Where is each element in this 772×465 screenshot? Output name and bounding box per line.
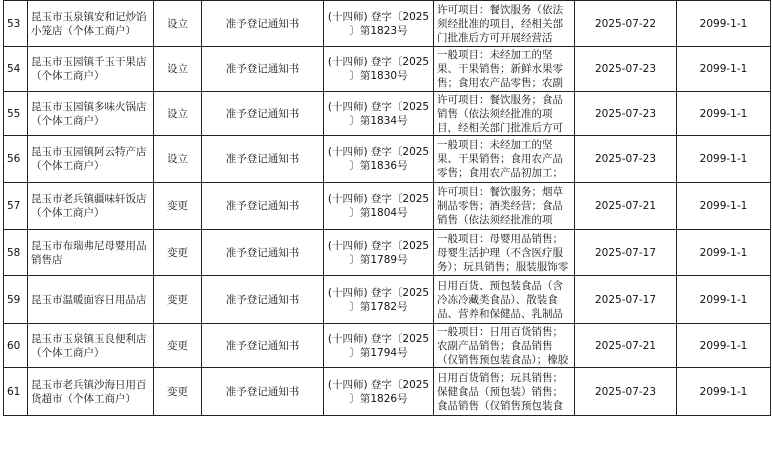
table-row [4,276,771,324]
registration-type: 设立 [154,136,202,183]
row-number: 55 [4,92,28,136]
registration-type: 变更 [154,368,202,416]
registration-type: 变更 [154,183,202,230]
business-scope: 许可项目：餐饮服务（依法须经批准的项目，经相关部门批准后方可开展经营活 [434,1,575,47]
decision-result: 准予登记通知书 [202,230,324,276]
table-row [4,136,771,183]
row-number: 60 [4,324,28,368]
business-name: 昆玉市老兵镇疆味轩饭店（个体工商户） [28,183,154,230]
registration-type: 变更 [154,324,202,368]
registration-type: 设立 [154,92,202,136]
table-row [4,47,771,92]
registration-table [3,0,771,416]
validity-date: 2099-1-1 [677,136,771,183]
validity-date: 2099-1-1 [677,183,771,230]
document-number: (十四师) 登字〔2025 〕第1782号 [324,276,434,324]
validity-date: 2099-1-1 [677,276,771,324]
row-number: 57 [4,183,28,230]
document-number: (十四师) 登字〔2025 〕第1834号 [324,92,434,136]
registration-type: 变更 [154,230,202,276]
document-number: (十四师) 登字〔2025 〕第1836号 [324,136,434,183]
business-scope: 一般项目：日用百货销售；农副产品销售；食品销售（仅销售预包装食品）；橡胶 [434,324,575,368]
validity-date: 2099-1-1 [677,324,771,368]
row-number: 54 [4,47,28,92]
business-name: 昆玉市玉泉镇安和记炒馅小笼店（个体工商户） [28,1,154,47]
business-scope: 许可项目：餐饮服务；食品销售（依法须经批准的项目，经相关部门批准后方可 [434,92,575,136]
business-name: 昆玉市玉泉镇玉良便利店（个体工商户） [28,324,154,368]
business-scope: 一般项目：母婴用品销售；母婴生活护理（不含医疗服务）；玩具销售；服装服饰零 [434,230,575,276]
document-number: (十四师) 登字〔2025 〕第1804号 [324,183,434,230]
business-scope: 一般项目：未经加工的坚果、干果销售；新鲜水果零售；食用农产品零售；农副 [434,47,575,92]
document-number: (十四师) 登字〔2025 〕第1789号 [324,230,434,276]
decision-date: 2025-07-23 [575,92,677,136]
decision-result: 准予登记通知书 [202,324,324,368]
decision-date: 2025-07-23 [575,47,677,92]
table-row [4,324,771,368]
business-scope: 许可项目：餐饮服务；烟草制品零售；酒类经营；食品销售（依法须经批准的项 [434,183,575,230]
table-row [4,1,771,47]
document-number: (十四师) 登字〔2025 〕第1823号 [324,1,434,47]
business-scope: 一般项目：未经加工的坚果、干果销售；食用农产品零售；食用农产品初加工； [434,136,575,183]
business-name: 昆玉市玉园镇千玉干果店（个体工商户） [28,47,154,92]
validity-date: 2099-1-1 [677,47,771,92]
decision-result: 准予登记通知书 [202,92,324,136]
decision-date: 2025-07-23 [575,136,677,183]
validity-date: 2099-1-1 [677,92,771,136]
decision-date: 2025-07-21 [575,324,677,368]
business-name: 昆玉市温暖面容日用品店 [28,276,154,324]
decision-result: 准予登记通知书 [202,136,324,183]
decision-result: 准予登记通知书 [202,183,324,230]
table-row [4,230,771,276]
row-number: 53 [4,1,28,47]
document-number: (十四师) 登字〔2025 〕第1830号 [324,47,434,92]
validity-date: 2099-1-1 [677,1,771,47]
business-scope: 日用百货销售；玩具销售；保健食品（预包装）销售；食品销售（仅销售预包装食 [434,368,575,416]
row-number: 56 [4,136,28,183]
table-row [4,92,771,136]
row-number: 58 [4,230,28,276]
business-scope: 日用百货、预包装食品（含冷冻冷藏类食品）、散装食品、营养和保健品、乳制品 [434,276,575,324]
table-row [4,183,771,230]
decision-result: 准予登记通知书 [202,368,324,416]
decision-date: 2025-07-21 [575,183,677,230]
table-row [4,368,771,416]
validity-date: 2099-1-1 [677,230,771,276]
decision-result: 准予登记通知书 [202,47,324,92]
business-name: 昆玉市玉园镇多味火锅店（个体工商户） [28,92,154,136]
decision-date: 2025-07-23 [575,368,677,416]
decision-date: 2025-07-17 [575,276,677,324]
decision-date: 2025-07-22 [575,1,677,47]
registration-type: 设立 [154,1,202,47]
registration-type: 设立 [154,47,202,92]
business-name: 昆玉市玉园镇阿云特产店（个体工商户） [28,136,154,183]
row-number: 59 [4,276,28,324]
decision-result: 准予登记通知书 [202,276,324,324]
validity-date: 2099-1-1 [677,368,771,416]
business-name: 昆玉市老兵镇沙海日用百货超市（个体工商户） [28,368,154,416]
row-number: 61 [4,368,28,416]
registration-type: 变更 [154,276,202,324]
document-number: (十四师) 登字〔2025 〕第1794号 [324,324,434,368]
document-number: (十四师) 登字〔2025 〕第1826号 [324,368,434,416]
decision-result: 准予登记通知书 [202,1,324,47]
business-name: 昆玉市布瑞弗尼母婴用品销售店 [28,230,154,276]
decision-date: 2025-07-17 [575,230,677,276]
